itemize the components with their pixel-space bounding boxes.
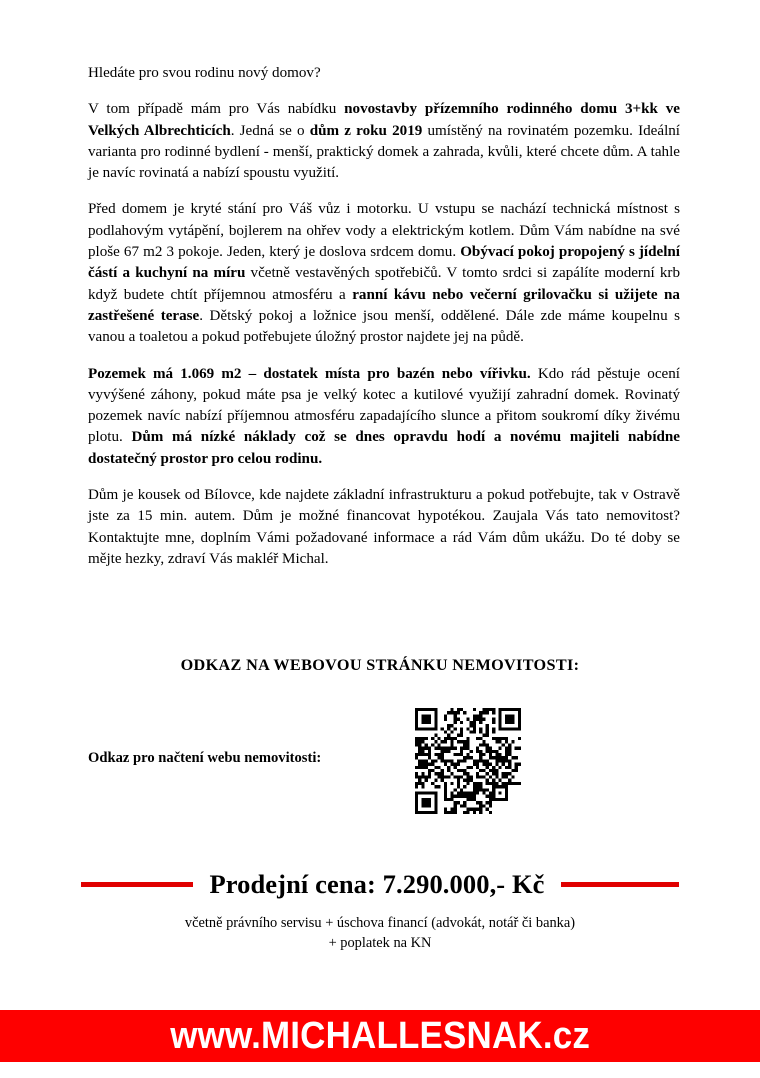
text-run-bold: Pozemek má 1.069 m2 – dostatek místa pro bazén nebo vířivku.	[88, 365, 531, 382]
text-run: Dům je kousek od Bílovce, kde najdete základní infrastrukturu a pokud potřebujte, tak v Ostravě jste za 15 min. autem. Dům je možné financovat hypotékou. Zaujala Vás tato nemovitost? Kontaktujte mne, doplním Vámi požadované informace a rád Vám dům ukážu. Do té doby se mějte hezky, zdraví Vás makléř Michal.	[88, 487, 680, 567]
price-rule-right	[561, 882, 679, 887]
paragraph-offer	[88, 99, 680, 184]
fineprint-line-2: + poplatek na KN	[328, 935, 432, 951]
text-run: Hledáte pro svou rodinu nový domov?	[88, 65, 321, 81]
paragraph-land	[88, 364, 680, 470]
qr-code-label: Odkaz pro načtení webu nemovitosti:	[88, 750, 322, 766]
paragraph-interior	[88, 199, 680, 348]
text-run: Kdo rád pěstuje ocení vyvýšené záhony, pokud máte psa je velký kotec a kutilové využijí zahradní domek. Rovinatý pozemek navíc nabízí příjemnou atmosféru zapadajícího slunce a přitom soukromí díky živému plotu.	[88, 365, 680, 446]
text-run: včetně vestavěných spotřebičů. V tomto srdci si zapálíte moderní krb když budete chtít příjemnou atmosféru a	[88, 265, 680, 303]
paragraph-location-contact	[88, 485, 680, 570]
price-fineprint	[0, 913, 760, 953]
fineprint-line-1: včetně právního servisu + úschova financí (advokát, notář či banka)	[184, 915, 576, 931]
text-run: V tom případě mám pro Vás nabídku	[88, 101, 345, 118]
text-run: . Jedná se o	[230, 122, 310, 139]
paragraph-intro	[88, 63, 680, 84]
footer-banner	[0, 1010, 760, 1062]
price-rule-left	[81, 882, 193, 887]
qr-code-icon[interactable]	[412, 708, 524, 814]
website-link-heading: ODKAZ NA WEBOVOU STRÁNKU NEMOVITOSTI:	[180, 656, 580, 674]
body-copy	[88, 63, 680, 570]
text-run-bold: ranní kávu nebo večerní grilovačku si užijete na zastřešené terase	[88, 286, 680, 324]
price-band	[0, 869, 760, 900]
text-run: Před domem je kryté stání pro Váš vůz i motorku. U vstupu se nachází technická místnost s podlahovým vytápění, bojlerem na ohřev vody a elektrickým kotlem. Dům Vám nabídne na své ploše 67 m2 3 pokoje. Jeden, který je doslova srdcem domu.	[88, 201, 680, 261]
text-run: . Dětský pokoj a ložnice jsou menší, oddělené. Dále zde máme koupelnu s vanou a toaletou a pokud potřebujete úložný prostor najdete jej na půdě.	[88, 307, 681, 346]
text-run-bold: dům z roku 2019	[309, 122, 423, 139]
text-run-bold: novostavby přízemního rodinného domu 3+kk ve Velkých Albrechticích	[88, 101, 680, 139]
text-run: umístěný na rovinatém pozemku. Ideální varianta pro rodinné bydlení - menší, praktický domek a zahrada, kvůli, které chcete dům. A tahle je navíc rovinatá a nabízí spoustu využití.	[88, 122, 681, 182]
text-run-bold: Obývací pokoj propojený s jídelní částí a kuchyní na míru	[88, 244, 680, 282]
footer-website-url[interactable]: www.MICHALLESNAK.cz	[170, 1014, 590, 1057]
text-run-bold: Dům má nízké náklady což se dnes opravdu hodí a novému majiteli nabídne dostatečný prostor pro celou rodinu.	[88, 429, 681, 467]
price-value: Prodejní cena: 7.290.000,- Kč	[209, 869, 545, 899]
